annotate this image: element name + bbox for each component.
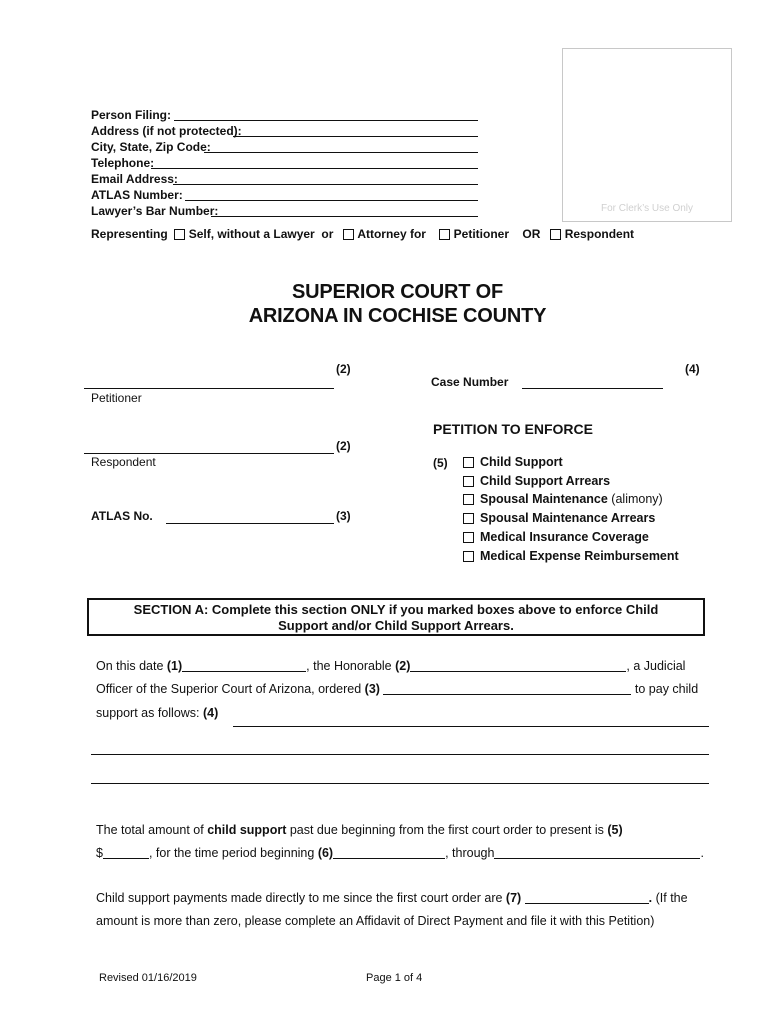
- para2-text2: past due beginning from the first court order to present is: [286, 823, 608, 837]
- person-filing-label: Person Filing:: [91, 108, 172, 122]
- child-support-arrears-checkbox[interactable]: [463, 476, 474, 487]
- section-a-line2: Support and/or Child Support Arrears.: [278, 618, 514, 633]
- para2-bold1: child support: [207, 823, 287, 837]
- para1-line3: [96, 706, 218, 720]
- para1-text2: , the Honorable: [306, 659, 396, 673]
- person-filing-field[interactable]: [174, 120, 478, 121]
- medical-insurance-label: Medical Insurance Coverage: [480, 530, 649, 544]
- para1-text4: Officer of the Superior Court of Arizona, ordered: [96, 682, 365, 696]
- petition-num: (5): [433, 456, 448, 470]
- para1-text5: to pay child: [631, 682, 699, 696]
- support-terms-field-1[interactable]: [233, 726, 709, 727]
- para1-text1: On this date: [96, 659, 167, 673]
- representing-row: [91, 227, 634, 241]
- past-due-amount-field[interactable]: [103, 846, 149, 859]
- para3-num1: (7): [505, 891, 522, 905]
- telephone-field[interactable]: [151, 168, 478, 169]
- para2-line2: [96, 846, 704, 860]
- email-label: Email Address:: [91, 172, 178, 186]
- para1-num4: (4): [203, 706, 219, 720]
- para3-text2: .: [648, 891, 653, 905]
- atlas-no-field[interactable]: [166, 523, 334, 524]
- alimony-note: (alimony): [611, 492, 663, 506]
- clerk-use-box: [562, 48, 732, 222]
- para3-text4: amount is more than zero, please complete an Affidavit of Direct Payment and file it with this Petition): [96, 914, 655, 928]
- or-label: or: [321, 227, 334, 241]
- option-spousal-maintenance-arrears[interactable]: [463, 511, 655, 525]
- atlas-no-num: (3): [336, 509, 351, 523]
- petitioner-rep-label: Petitioner: [453, 227, 510, 241]
- medical-insurance-checkbox[interactable]: [463, 532, 474, 543]
- para2-text6: .: [700, 846, 704, 860]
- para1-line1: [96, 659, 685, 673]
- para1-text6: support as follows:: [96, 706, 203, 720]
- section-a-banner: [87, 598, 705, 636]
- para1-num2: (2): [395, 659, 411, 673]
- atlas-number-label: ATLAS Number:: [91, 188, 183, 202]
- child-support-arrears-label: Child Support Arrears: [480, 474, 611, 488]
- spousal-maintenance-arrears-checkbox[interactable]: [463, 513, 474, 524]
- petitioner-label: Petitioner: [91, 391, 142, 405]
- spousal-maintenance-label: Spousal Maintenance: [480, 492, 608, 506]
- child-support-checkbox[interactable]: [463, 457, 474, 468]
- self-label: Self, without a Lawyer: [188, 227, 315, 241]
- para2-line1: [96, 823, 623, 837]
- ordered-party-field[interactable]: [383, 682, 631, 695]
- respondent-checkbox[interactable]: [550, 229, 561, 240]
- para2-text5: , through: [445, 846, 495, 860]
- option-medical-insurance[interactable]: [463, 530, 649, 544]
- bar-number-field[interactable]: [211, 216, 478, 217]
- para2-text4: , for the time period beginning: [148, 846, 318, 860]
- address-field[interactable]: [233, 136, 478, 137]
- petitioner-name-field[interactable]: [84, 388, 334, 389]
- respondent-name-field[interactable]: [84, 453, 334, 454]
- attorney-label: Attorney for: [357, 227, 426, 241]
- telephone-label: Telephone:: [91, 156, 155, 170]
- court-title-line2: ARIZONA IN COCHISE COUNTY: [248, 305, 547, 327]
- para2-num2: (6): [317, 846, 334, 860]
- bar-number-label: Lawyer’s Bar Number:: [91, 204, 219, 218]
- medical-expense-checkbox[interactable]: [463, 551, 474, 562]
- para1-num3: (3): [364, 682, 380, 696]
- period-start-field[interactable]: [333, 846, 445, 859]
- email-field[interactable]: [173, 184, 478, 185]
- child-support-label: Child Support: [480, 455, 563, 469]
- para2-text3: $: [96, 846, 103, 860]
- revised-date: Revised 01/16/2019: [99, 972, 197, 984]
- representing-label: Representing: [91, 227, 168, 241]
- petitioner-checkbox[interactable]: [439, 229, 450, 240]
- support-terms-field-3[interactable]: [91, 783, 709, 784]
- or-upper-label: OR: [522, 227, 541, 241]
- para3-text1: Child support payments made directly to me since the first court order are: [96, 891, 506, 905]
- period-end-field[interactable]: [494, 846, 700, 859]
- section-a-line1: SECTION A: Complete this section ONLY if you marked boxes above to enforce Child: [133, 602, 659, 617]
- case-num-marker: (4): [685, 362, 700, 376]
- para1-line2: [96, 682, 698, 696]
- order-date-field[interactable]: [182, 659, 306, 672]
- support-terms-field-2[interactable]: [91, 754, 709, 755]
- case-number-field[interactable]: [522, 388, 663, 389]
- respondent-rep-label: Respondent: [564, 227, 635, 241]
- atlas-no-label: ATLAS No.: [91, 509, 153, 523]
- medical-expense-label: Medical Expense Reimbursement: [480, 549, 679, 563]
- option-child-support-arrears[interactable]: [463, 474, 610, 488]
- para1-text3: , a Judicial: [626, 659, 686, 673]
- attorney-checkbox[interactable]: [343, 229, 354, 240]
- direct-payments-field[interactable]: [525, 891, 649, 904]
- option-medical-expense[interactable]: [463, 549, 679, 563]
- petitioner-num: (2): [336, 362, 351, 376]
- honorable-field[interactable]: [410, 659, 626, 672]
- city-state-zip-field[interactable]: [204, 152, 478, 153]
- para2-text1: The total amount of: [96, 823, 208, 837]
- atlas-number-field[interactable]: [185, 200, 478, 201]
- para1-num1: (1): [166, 659, 183, 673]
- spousal-maintenance-checkbox[interactable]: [463, 494, 474, 505]
- address-label: Address (if not protected):: [91, 124, 242, 138]
- para3-line2: [96, 914, 654, 928]
- option-child-support[interactable]: [463, 455, 563, 469]
- para3-line1: [96, 891, 688, 905]
- spousal-maintenance-arrears-label: Spousal Maintenance Arrears: [480, 511, 656, 525]
- respondent-label: Respondent: [91, 455, 156, 469]
- self-checkbox[interactable]: [174, 229, 185, 240]
- case-number-label: Case Number: [431, 375, 509, 389]
- option-spousal-maintenance[interactable]: [463, 492, 663, 506]
- court-title-line1: SUPERIOR COURT OF: [291, 281, 504, 303]
- page-number: Page 1 of 4: [366, 972, 423, 984]
- respondent-num: (2): [336, 439, 351, 453]
- para3-text3: (If the: [652, 891, 688, 905]
- para2-num1: (5): [607, 823, 623, 837]
- city-state-zip-label: City, State, Zip Code:: [91, 140, 211, 154]
- clerk-use-label: For Clerk’s Use Only: [600, 203, 694, 214]
- petition-title: PETITION TO ENFORCE: [433, 421, 593, 437]
